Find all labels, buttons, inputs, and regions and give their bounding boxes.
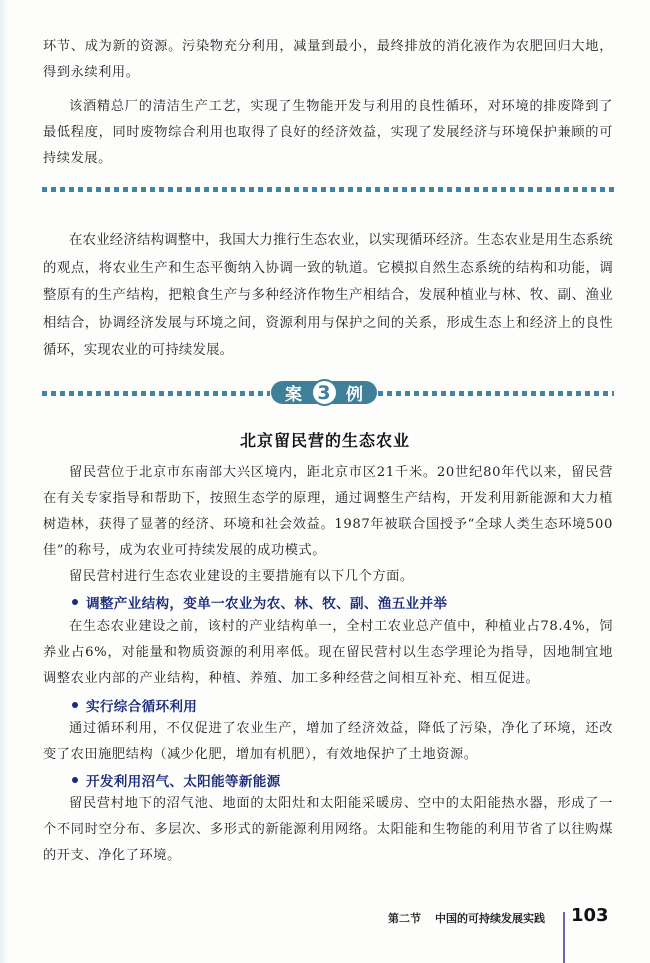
- case-title: 北京留民营的生态农业: [239, 431, 410, 450]
- footer-section-title: 中国的可持续发展实践: [435, 912, 545, 925]
- footer-section-label: [388, 910, 545, 926]
- case-measures-intro: 留民营村进行生态农业建设的主要措施有以下几个方面。: [69, 569, 414, 584]
- measure-heading-text: 调整产业结构，变单一农业为农、林、牧、副、渔五业并举: [86, 596, 448, 612]
- footer-section-number: 第二节: [388, 912, 421, 925]
- measure-heading-text: 实行综合循环利用: [86, 699, 198, 715]
- measure-text-3: 留民营村地下的沼气池、地面的太阳灶和太阳能采暖房、空中的太阳能热水器，形成了一个不同时空分布、多层次、多形式的新能源利用网络。太阳能和生物能的利用节省了以往购煤的开支、净化了环境。: [43, 796, 613, 863]
- bullet-icon: [72, 777, 78, 783]
- case-intro-paragraph: 留民营位于北京市东南部大兴区境内，距北京市区21千米。20世纪80年代以来，留民营在有关专家指导和帮助下，按照生态学的原理，通过调整生产结构，开发利用新能源和大力植树造林，获得了显著的经济、环境和社会效益。1987年被联合国授予“全球人类生态环境500佳”的称号，成为农业可持续发展的成功模式。: [43, 465, 613, 558]
- factory-summary-paragraph: 该酒精总厂的清洁生产工艺，实现了生物能开发与利用的良性循环，对环境的排废降到了最低程度，同时废物综合利用也取得了良好的经济效益，实现了发展经济与环境保护兼顾的可持续发展。: [43, 99, 613, 166]
- page-edge-shadow: [0, 0, 8, 963]
- footer-vertical-rule: [563, 912, 565, 963]
- measure-text-1: 在生态农业建设之前，该村的产业结构单一，全村工农业总产值中，种植业占78.4%，饲养业占6%，对能量和物质资源的利用率低。现在留民营村以生态学理论为指导，因地制宜地调整农业内部的产业结构，种植、养殖、加工多种经营之间相互补充、相互促进。: [43, 619, 613, 686]
- measure-heading-1: [72, 592, 447, 612]
- badge-right-char: 例: [346, 385, 363, 405]
- page-number: 103: [571, 905, 609, 926]
- badge-left-char: 案: [285, 385, 302, 405]
- dotted-divider-left: [42, 391, 270, 396]
- measure-text-2: 通过循环利用，不仅促进了农业生产，增加了经济效益，降低了污染，净化了环境，还改变了农田施肥结构（减少化肥，增加有机肥），有效地保护了土地资源。: [43, 721, 613, 762]
- badge-number-circle: 3: [311, 379, 338, 406]
- dotted-divider-right: [378, 391, 614, 396]
- measure-heading-2: [72, 695, 197, 715]
- eco-agriculture-paragraph: 在农业经济结构调整中，我国大力推行生态农业，以实现循环经济。生态农业是用生态系统的观点，将农业生产和生态平衡纳入协调一致的轨道。它模拟自然生态系统的结构和功能，调整原有的生产结构，把粮食生产与多种经济作物生产相结合，发展种植业与林、牧、副、渔业相结合，协调经济发展与环境之间，资源利用与保护之间的关系，形成生态上和经济上的良性循环，实现农业的可持续发展。: [43, 233, 613, 358]
- measure-heading-text: 开发利用沼气、太阳能等新能源: [86, 774, 281, 790]
- bullet-icon: [72, 599, 78, 605]
- measure-heading-3: [72, 770, 281, 790]
- bullet-icon: [72, 702, 78, 708]
- dotted-divider-top: [42, 187, 614, 192]
- continued-paragraph: 环节、成为新的资源。污染物充分利用，减量到最小，最终排放的消化液作为农肥回归大地，得到永续利用。: [43, 39, 613, 80]
- case-3-badge: [271, 379, 377, 406]
